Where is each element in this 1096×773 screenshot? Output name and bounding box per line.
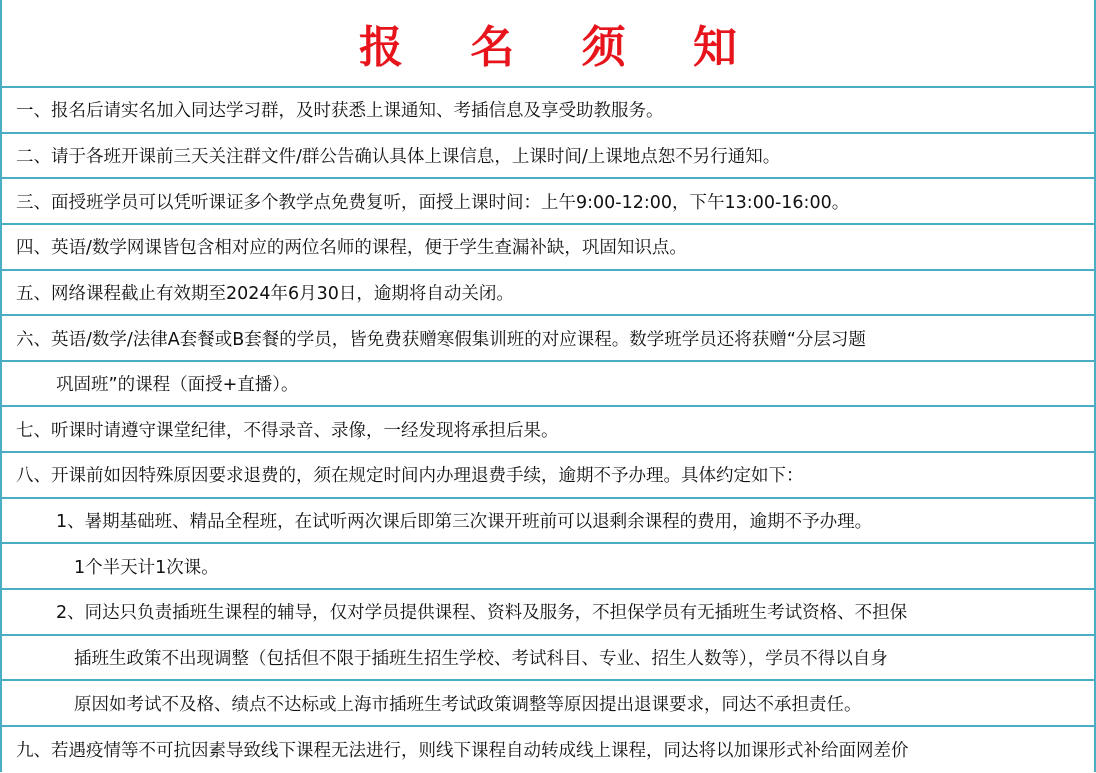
notice-row-2	[2, 134, 1094, 180]
notice-text: 插班生政策不出现调整（包括但不限于插班生招生学校、考试科目、专业、招生人数等），学员不得以自身	[74, 649, 888, 669]
notice-text: 2、同达只负责插班生课程的辅导，仅对学员提供课程、资料及服务，不担保学员有无插班生考试资格、不担保	[56, 603, 908, 624]
notice-text: 一、报名后请实名加入同达学习群，及时获悉上课通知、考插信息及享受助教服务。	[16, 101, 664, 122]
notice-text: 巩固班”的课程（面授+直播）。	[56, 375, 299, 396]
notice-text: 原因如考试不及格、绩点不达标或上海市插班生考试政策调整等原因提出退课要求，同达不承担责任。	[74, 694, 862, 715]
notice-row-8	[2, 453, 1094, 499]
notice-row-8-sub2	[2, 590, 1094, 636]
notice-text: 四、英语/数学网课皆包含相对应的两位名师的课程，便于学生查漏补缺，巩固知识点。	[16, 238, 687, 259]
notice-text: 1个半天计1次课。	[74, 557, 219, 578]
notice-text: 九、若遇疫情等不可抗因素导致线下课程无法进行，则线下课程自动转成线上课程，同达将以加课形式补给面网差价	[16, 741, 909, 762]
notice-row-5	[2, 271, 1094, 317]
notice-row-6-cont	[2, 362, 1094, 408]
notice-text: 七、听课时请遵守课堂纪律，不得录音、录像，一经发现将承担后果。	[16, 420, 559, 441]
notice-row-1	[2, 88, 1094, 134]
notice-text: 1、暑期基础班、精品全程班，在试听两次课后即第三次课开班前可以退剩余课程的费用，逾期不予办理。	[56, 512, 873, 533]
notice-text: 五、网络课程截止有效期至2024年6月30日，逾期将自动关闭。	[16, 283, 514, 304]
title-row	[2, 0, 1094, 88]
notice-text: 二、请于各班开课前三天关注群文件/群公告确认具体上课信息，上课时间/上课地点恕不另行通知。	[16, 146, 781, 167]
notice-row-7	[2, 407, 1094, 453]
notice-row-9	[2, 727, 1094, 773]
notice-row-3	[2, 179, 1094, 225]
notice-row-8-sub2-cont2	[2, 681, 1094, 727]
notice-text: 六、英语/数学/法律A套餐或B套餐的学员，皆免费获赠寒假集训班的对应课程。数学班学员还将获赠“分层习题	[16, 329, 866, 350]
notice-row-8-sub2-cont1	[2, 636, 1094, 682]
notice-text: 三、面授班学员可以凭听课证多个教学点免费复听，面授上课时间：上午9:00-12:00，下午13:00-16:00。	[16, 192, 850, 213]
notice-row-4	[2, 225, 1094, 271]
page-title: 报 名 须 知	[359, 22, 763, 73]
notice-row-8-sub1	[2, 499, 1094, 545]
notice-text: 八、开课前如因特殊原因要求退费的，须在规定时间内办理退费手续，逾期不予办理。具体约定如下：	[16, 466, 804, 487]
notice-row-8-sub1-cont	[2, 544, 1094, 590]
notice-row-6	[2, 316, 1094, 362]
notice-rows	[2, 88, 1094, 773]
